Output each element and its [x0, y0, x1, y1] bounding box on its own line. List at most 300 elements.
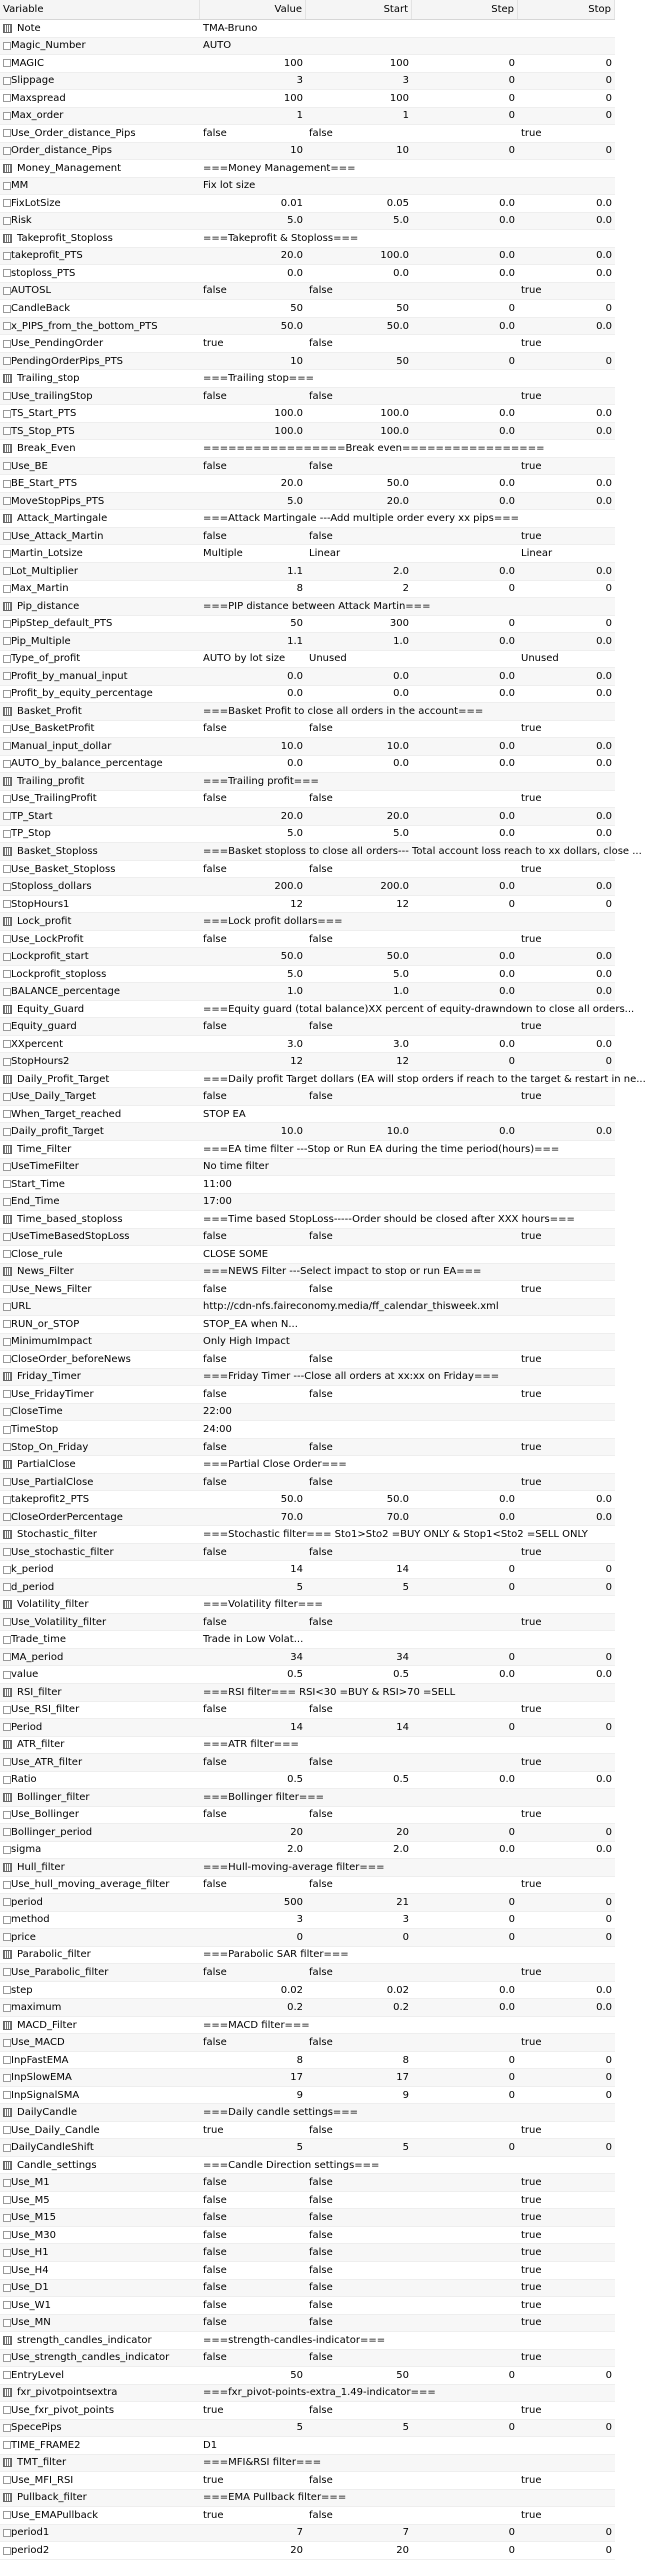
- step-cell[interactable]: [412, 1859, 518, 1876]
- value-cell[interactable]: [200, 2122, 306, 2139]
- table-row[interactable]: [0, 1299, 615, 1317]
- stop-cell[interactable]: [518, 861, 615, 878]
- stop-cell[interactable]: [518, 2332, 615, 2349]
- value-cell[interactable]: [200, 966, 306, 983]
- step-cell[interactable]: [412, 510, 518, 527]
- stop-cell[interactable]: [518, 1964, 615, 1981]
- start-cell[interactable]: [306, 1421, 412, 1438]
- start-cell[interactable]: [306, 703, 412, 720]
- stop-cell[interactable]: [518, 318, 615, 335]
- stop-cell[interactable]: [518, 2420, 615, 2437]
- checkbox-icon[interactable]: [3, 2231, 11, 2239]
- step-cell[interactable]: [412, 826, 518, 843]
- stop-cell[interactable]: [518, 90, 615, 107]
- table-row[interactable]: [0, 1421, 615, 1439]
- value-cell[interactable]: [200, 2455, 322, 2472]
- start-cell[interactable]: [306, 1964, 412, 1981]
- table-row[interactable]: [0, 300, 615, 318]
- value-cell[interactable]: [200, 265, 306, 282]
- start-cell[interactable]: [306, 1789, 412, 1806]
- step-cell[interactable]: [412, 1947, 518, 1964]
- checkbox-icon[interactable]: [3, 2354, 11, 2362]
- stop-cell[interactable]: [518, 2490, 615, 2507]
- start-cell[interactable]: [306, 1299, 412, 1316]
- value-cell[interactable]: [200, 791, 306, 808]
- value-cell[interactable]: [200, 1614, 306, 1631]
- checkbox-icon[interactable]: [3, 2196, 11, 2204]
- table-row[interactable]: [0, 1071, 646, 1089]
- step-cell[interactable]: [412, 318, 518, 335]
- value-cell[interactable]: [200, 2087, 306, 2104]
- value-cell[interactable]: [200, 213, 306, 230]
- step-cell[interactable]: [412, 808, 518, 825]
- value-cell[interactable]: [200, 1141, 560, 1158]
- step-cell[interactable]: [412, 651, 518, 668]
- step-cell[interactable]: [412, 160, 518, 177]
- table-row[interactable]: [0, 703, 615, 721]
- value-cell[interactable]: [200, 248, 306, 265]
- checkbox-icon[interactable]: [3, 2319, 11, 2327]
- table-row[interactable]: [0, 1194, 615, 1212]
- step-cell[interactable]: [412, 213, 518, 230]
- step-cell[interactable]: [412, 1421, 518, 1438]
- start-cell[interactable]: [306, 791, 412, 808]
- start-cell[interactable]: [306, 2385, 412, 2402]
- stop-cell[interactable]: [518, 1912, 615, 1929]
- stop-cell[interactable]: [518, 826, 615, 843]
- value-cell[interactable]: [200, 1018, 306, 1035]
- checkbox-icon[interactable]: [3, 900, 11, 908]
- stop-cell[interactable]: [518, 878, 615, 895]
- stop-cell[interactable]: [518, 633, 615, 650]
- table-row[interactable]: [0, 230, 615, 248]
- step-cell[interactable]: [412, 581, 518, 598]
- value-cell[interactable]: [200, 143, 306, 160]
- checkbox-icon[interactable]: [3, 1933, 11, 1941]
- table-row[interactable]: [0, 545, 615, 563]
- start-cell[interactable]: [306, 2262, 412, 2279]
- table-row[interactable]: [0, 2420, 615, 2438]
- start-cell[interactable]: [306, 1702, 412, 1719]
- value-cell[interactable]: [200, 563, 306, 580]
- value-cell[interactable]: [200, 2525, 306, 2542]
- value-cell[interactable]: [200, 125, 306, 142]
- checkbox-icon[interactable]: [3, 1846, 11, 1854]
- stop-cell[interactable]: [518, 73, 615, 90]
- table-row[interactable]: [0, 2490, 615, 2508]
- table-row[interactable]: [0, 1807, 615, 1825]
- step-cell[interactable]: [412, 773, 518, 790]
- checkbox-icon[interactable]: [3, 760, 11, 768]
- table-row[interactable]: [0, 125, 615, 143]
- start-cell[interactable]: [306, 861, 412, 878]
- value-cell[interactable]: [200, 1491, 306, 1508]
- stop-cell[interactable]: [518, 2157, 615, 2174]
- start-cell[interactable]: [306, 948, 412, 965]
- step-cell[interactable]: [412, 2157, 518, 2174]
- value-cell[interactable]: [200, 1334, 306, 1351]
- stop-cell[interactable]: [518, 2402, 615, 2419]
- stop-cell[interactable]: [518, 2262, 615, 2279]
- start-cell[interactable]: [306, 2525, 412, 2542]
- table-row[interactable]: [0, 966, 615, 984]
- start-cell[interactable]: [306, 1194, 412, 1211]
- stop-cell[interactable]: [518, 1018, 615, 1035]
- stop-cell[interactable]: [518, 1684, 615, 1701]
- step-cell[interactable]: [412, 1894, 518, 1911]
- checkbox-icon[interactable]: [3, 1513, 11, 1521]
- table-row[interactable]: [0, 160, 615, 178]
- stop-cell[interactable]: [518, 2244, 615, 2261]
- value-cell[interactable]: [200, 1912, 306, 1929]
- step-cell[interactable]: [412, 1596, 518, 1613]
- checkbox-icon[interactable]: [3, 1828, 11, 1836]
- start-cell[interactable]: [306, 1404, 412, 1421]
- start-cell[interactable]: [306, 2332, 412, 2349]
- table-row[interactable]: [0, 913, 615, 931]
- stop-cell[interactable]: [518, 248, 615, 265]
- value-cell[interactable]: [200, 2332, 386, 2349]
- stop-cell[interactable]: [518, 283, 615, 300]
- stop-cell[interactable]: [518, 1229, 615, 1246]
- table-row[interactable]: [0, 1894, 615, 1912]
- checkbox-icon[interactable]: [3, 935, 11, 943]
- value-cell[interactable]: [200, 2262, 306, 2279]
- checkbox-icon[interactable]: [3, 392, 11, 400]
- checkbox-icon[interactable]: [3, 217, 11, 225]
- stop-cell[interactable]: [518, 1947, 615, 1964]
- step-cell[interactable]: [412, 2069, 518, 2086]
- checkbox-icon[interactable]: [3, 1916, 11, 1924]
- checkbox-icon[interactable]: [3, 252, 11, 260]
- checkbox-icon[interactable]: [3, 1968, 11, 1976]
- checkbox-icon[interactable]: [3, 2476, 11, 2484]
- start-cell[interactable]: [306, 1754, 412, 1771]
- stop-cell[interactable]: [518, 2192, 615, 2209]
- table-row[interactable]: [0, 2507, 615, 2525]
- stop-cell[interactable]: [518, 721, 615, 738]
- start-cell[interactable]: [306, 2490, 412, 2507]
- start-cell[interactable]: [306, 686, 412, 703]
- start-cell[interactable]: [306, 2437, 412, 2454]
- start-cell[interactable]: [306, 405, 412, 422]
- stop-cell[interactable]: [518, 178, 615, 195]
- step-cell[interactable]: [412, 1789, 518, 1806]
- table-row[interactable]: [0, 1316, 615, 1334]
- start-cell[interactable]: [306, 931, 412, 948]
- stop-cell[interactable]: [518, 2472, 615, 2489]
- value-cell[interactable]: [200, 1088, 306, 1105]
- step-cell[interactable]: [412, 756, 518, 773]
- stop-cell[interactable]: [518, 616, 615, 633]
- table-row[interactable]: [0, 1456, 615, 1474]
- step-cell[interactable]: [412, 948, 518, 965]
- stop-cell[interactable]: [518, 1719, 615, 1736]
- stop-cell[interactable]: [518, 2139, 615, 2156]
- checkbox-icon[interactable]: [3, 462, 11, 470]
- value-cell[interactable]: [200, 1246, 306, 1263]
- table-row[interactable]: [0, 2104, 615, 2122]
- checkbox-icon[interactable]: [3, 1250, 11, 1258]
- value-cell[interactable]: [200, 2385, 436, 2402]
- start-cell[interactable]: [306, 756, 412, 773]
- start-cell[interactable]: [306, 1456, 412, 1473]
- start-cell[interactable]: [306, 896, 412, 913]
- step-cell[interactable]: [412, 248, 518, 265]
- stop-cell[interactable]: [518, 2437, 615, 2454]
- table-row[interactable]: [0, 773, 615, 791]
- start-cell[interactable]: [306, 966, 412, 983]
- step-cell[interactable]: [412, 1877, 518, 1894]
- start-cell[interactable]: [306, 423, 412, 440]
- stop-cell[interactable]: [518, 668, 615, 685]
- table-row[interactable]: [0, 1439, 615, 1457]
- checkbox-icon[interactable]: [3, 59, 11, 67]
- stop-cell[interactable]: [518, 125, 615, 142]
- table-row[interactable]: [0, 1877, 615, 1895]
- value-cell[interactable]: [200, 1509, 306, 1526]
- start-cell[interactable]: [306, 90, 412, 107]
- value-cell[interactable]: [200, 1631, 306, 1648]
- start-cell[interactable]: [306, 2315, 412, 2332]
- start-cell[interactable]: [306, 318, 412, 335]
- checkbox-icon[interactable]: [3, 1548, 11, 1556]
- value-cell[interactable]: [200, 1526, 588, 1543]
- value-cell[interactable]: [200, 1176, 306, 1193]
- checkbox-icon[interactable]: [3, 2144, 11, 2152]
- value-cell[interactable]: [200, 2227, 306, 2244]
- start-cell[interactable]: [306, 1877, 412, 1894]
- start-cell[interactable]: [306, 1842, 412, 1859]
- value-cell[interactable]: [200, 1229, 306, 1246]
- value-cell[interactable]: [200, 318, 306, 335]
- start-cell[interactable]: [306, 1684, 412, 1701]
- table-row[interactable]: [0, 2227, 615, 2245]
- value-cell[interactable]: [200, 1474, 306, 1491]
- start-cell[interactable]: [306, 2280, 412, 2297]
- checkbox-icon[interactable]: [3, 830, 11, 838]
- checkbox-icon[interactable]: [3, 357, 11, 365]
- stop-cell[interactable]: [518, 1596, 615, 1613]
- table-row[interactable]: [0, 318, 615, 336]
- table-row[interactable]: [0, 73, 615, 91]
- value-cell[interactable]: [200, 1001, 635, 1018]
- step-cell[interactable]: [412, 633, 518, 650]
- value-cell[interactable]: [200, 2297, 306, 2314]
- table-row[interactable]: [0, 2315, 615, 2333]
- step-cell[interactable]: [412, 1229, 518, 1246]
- start-cell[interactable]: [306, 1439, 412, 1456]
- column-header-variable[interactable]: Variable: [0, 0, 200, 19]
- table-row[interactable]: [0, 1772, 615, 1790]
- value-cell[interactable]: [200, 1702, 306, 1719]
- checkbox-icon[interactable]: [3, 112, 11, 120]
- step-cell[interactable]: [412, 2472, 518, 2489]
- checkbox-icon[interactable]: [3, 1355, 11, 1363]
- step-cell[interactable]: [412, 265, 518, 282]
- start-cell[interactable]: [306, 20, 412, 37]
- start-cell[interactable]: [306, 458, 412, 475]
- stop-cell[interactable]: [518, 108, 615, 125]
- stop-cell[interactable]: [518, 1404, 615, 1421]
- value-cell[interactable]: [200, 1789, 324, 1806]
- value-cell[interactable]: [200, 2350, 306, 2367]
- stop-cell[interactable]: [518, 703, 615, 720]
- step-cell[interactable]: [412, 2227, 518, 2244]
- step-cell[interactable]: [412, 686, 518, 703]
- stop-cell[interactable]: [518, 265, 615, 282]
- step-cell[interactable]: [412, 2262, 518, 2279]
- stop-cell[interactable]: [518, 1334, 615, 1351]
- start-cell[interactable]: [306, 1018, 412, 1035]
- checkbox-icon[interactable]: [3, 742, 11, 750]
- table-row[interactable]: [0, 598, 615, 616]
- value-cell[interactable]: [200, 283, 306, 300]
- stop-cell[interactable]: [518, 1929, 615, 1946]
- value-cell[interactable]: [200, 1316, 306, 1333]
- step-cell[interactable]: [412, 2315, 518, 2332]
- step-cell[interactable]: [412, 2402, 518, 2419]
- table-row[interactable]: [0, 1036, 615, 1054]
- table-row[interactable]: [0, 1106, 615, 1124]
- step-cell[interactable]: [412, 2542, 518, 2559]
- table-row[interactable]: [0, 1474, 615, 1492]
- stop-cell[interactable]: [518, 440, 615, 457]
- table-row[interactable]: [0, 178, 615, 196]
- checkbox-icon[interactable]: [3, 1058, 11, 1066]
- value-cell[interactable]: [200, 370, 314, 387]
- start-cell[interactable]: [306, 230, 412, 247]
- start-cell[interactable]: [306, 1666, 412, 1683]
- step-cell[interactable]: [412, 178, 518, 195]
- start-cell[interactable]: [306, 1088, 412, 1105]
- stop-cell[interactable]: [518, 405, 615, 422]
- step-cell[interactable]: [412, 2332, 518, 2349]
- table-row[interactable]: [0, 843, 642, 861]
- step-cell[interactable]: [412, 1123, 518, 1140]
- start-cell[interactable]: [306, 2052, 412, 2069]
- checkbox-icon[interactable]: [3, 1496, 11, 1504]
- step-cell[interactable]: [412, 1719, 518, 1736]
- checkbox-icon[interactable]: [3, 1163, 11, 1171]
- table-row[interactable]: [0, 1684, 615, 1702]
- start-cell[interactable]: [306, 1386, 412, 1403]
- start-cell[interactable]: [306, 125, 412, 142]
- value-cell[interactable]: [200, 2437, 306, 2454]
- start-cell[interactable]: [306, 1544, 412, 1561]
- checkbox-icon[interactable]: [3, 865, 11, 873]
- table-row[interactable]: [0, 1719, 615, 1737]
- table-row[interactable]: [0, 2192, 615, 2210]
- value-cell[interactable]: [200, 616, 306, 633]
- table-row[interactable]: [0, 2209, 615, 2227]
- start-cell[interactable]: [306, 1334, 412, 1351]
- checkbox-icon[interactable]: [3, 340, 11, 348]
- start-cell[interactable]: [306, 581, 412, 598]
- value-cell[interactable]: [200, 2139, 306, 2156]
- value-cell[interactable]: [200, 1754, 306, 1771]
- step-cell[interactable]: [412, 1491, 518, 1508]
- step-cell[interactable]: [412, 1737, 518, 1754]
- step-cell[interactable]: [412, 1999, 518, 2016]
- table-row[interactable]: [0, 213, 615, 231]
- stop-cell[interactable]: [518, 2455, 615, 2472]
- table-row[interactable]: [0, 2087, 615, 2105]
- start-cell[interactable]: [306, 1737, 412, 1754]
- table-row[interactable]: [0, 1211, 615, 1229]
- stop-cell[interactable]: [518, 2174, 615, 2191]
- stop-cell[interactable]: [518, 1509, 615, 1526]
- step-cell[interactable]: [412, 616, 518, 633]
- checkbox-icon[interactable]: [3, 129, 11, 137]
- start-cell[interactable]: [306, 808, 412, 825]
- column-header-start[interactable]: Start: [306, 0, 412, 19]
- checkbox-icon[interactable]: [3, 147, 11, 155]
- step-cell[interactable]: [412, 2087, 518, 2104]
- table-row[interactable]: [0, 493, 615, 511]
- start-cell[interactable]: [306, 2069, 412, 2086]
- checkbox-icon[interactable]: [3, 1180, 11, 1188]
- start-cell[interactable]: [306, 1772, 412, 1789]
- stop-cell[interactable]: [518, 458, 615, 475]
- value-cell[interactable]: [200, 1894, 306, 1911]
- value-cell[interactable]: [200, 581, 306, 598]
- stop-cell[interactable]: [518, 966, 615, 983]
- stop-cell[interactable]: [518, 370, 615, 387]
- value-cell[interactable]: [200, 1772, 306, 1789]
- step-cell[interactable]: [412, 2209, 518, 2226]
- stop-cell[interactable]: [518, 1702, 615, 1719]
- stop-cell[interactable]: [518, 1491, 615, 1508]
- stop-cell[interactable]: [518, 1579, 615, 1596]
- value-cell[interactable]: [200, 1421, 306, 1438]
- checkbox-icon[interactable]: [3, 1040, 11, 1048]
- step-cell[interactable]: [412, 90, 518, 107]
- table-row[interactable]: [0, 1088, 615, 1106]
- table-row[interactable]: [0, 931, 615, 949]
- step-cell[interactable]: [412, 1509, 518, 1526]
- stop-cell[interactable]: [518, 2280, 615, 2297]
- stop-cell[interactable]: [518, 983, 615, 1000]
- checkbox-icon[interactable]: [3, 1093, 11, 1101]
- value-cell[interactable]: [200, 108, 306, 125]
- stop-cell[interactable]: [518, 1159, 615, 1176]
- table-row[interactable]: [0, 2122, 615, 2140]
- table-row[interactable]: [0, 1018, 615, 1036]
- start-cell[interactable]: [306, 370, 412, 387]
- step-cell[interactable]: [412, 2104, 518, 2121]
- value-cell[interactable]: [200, 896, 306, 913]
- checkbox-icon[interactable]: [3, 2126, 11, 2134]
- stop-cell[interactable]: [518, 38, 615, 55]
- table-row[interactable]: [0, 808, 615, 826]
- checkbox-icon[interactable]: [3, 2529, 11, 2537]
- step-cell[interactable]: [412, 1369, 518, 1386]
- value-cell[interactable]: [200, 475, 306, 492]
- value-cell[interactable]: [200, 1877, 306, 1894]
- value-cell[interactable]: [200, 1053, 306, 1070]
- value-cell[interactable]: [200, 1369, 500, 1386]
- stop-cell[interactable]: [518, 1474, 615, 1491]
- value-cell[interactable]: [200, 1386, 306, 1403]
- checkbox-icon[interactable]: [3, 2441, 11, 2449]
- step-cell[interactable]: [412, 353, 518, 370]
- step-cell[interactable]: [412, 1544, 518, 1561]
- checkbox-icon[interactable]: [3, 1023, 11, 1031]
- start-cell[interactable]: [306, 2157, 412, 2174]
- step-cell[interactable]: [412, 1351, 518, 1368]
- value-cell[interactable]: [200, 178, 306, 195]
